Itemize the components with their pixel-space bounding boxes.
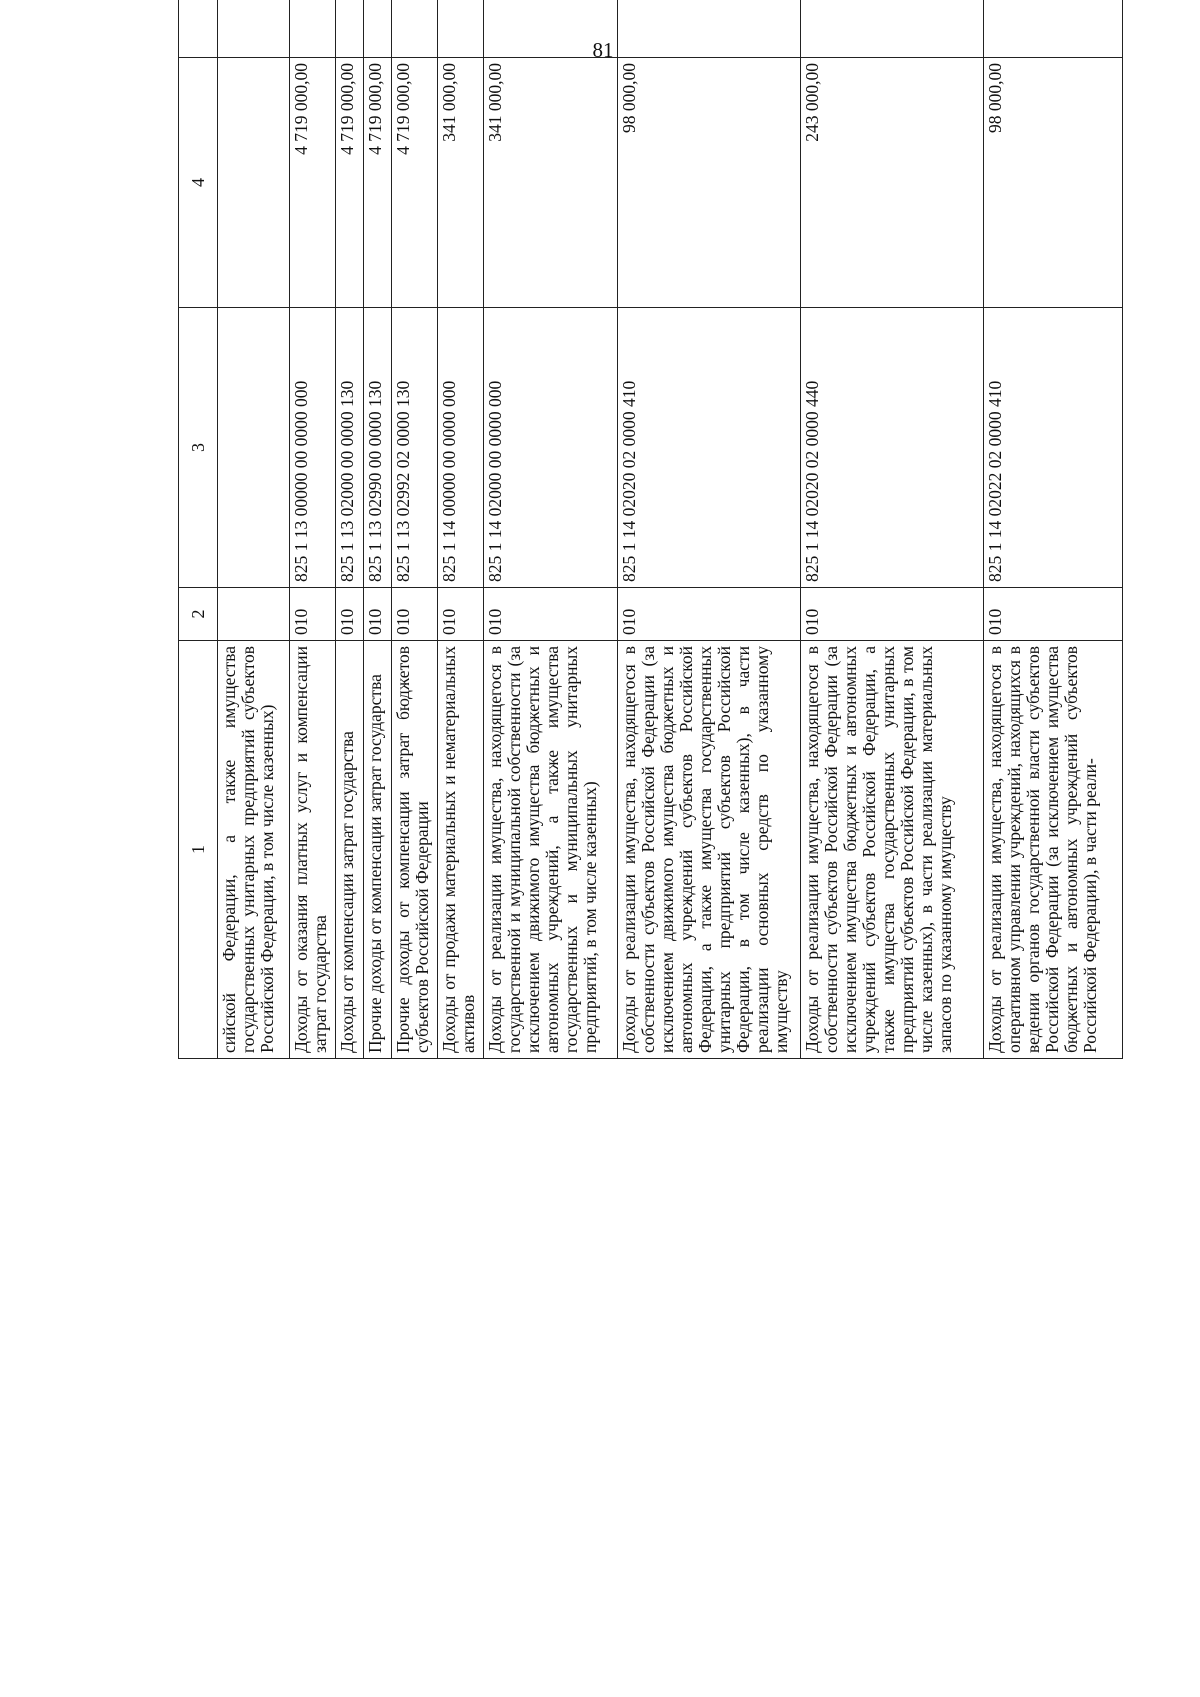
revenue-name-cell: Доходы от продажи материальных и нематериальных активов <box>438 641 484 1059</box>
line-code-cell: 010 <box>801 588 984 641</box>
budget-code-cell: 825 1 14 02000 00 0000 000 <box>484 308 618 588</box>
budget-code-cell: 825 1 14 02020 02 0000 410 <box>618 308 801 588</box>
page-number: 81 <box>592 38 614 62</box>
executed-amount-cell <box>290 0 336 58</box>
line-code-cell: 010 <box>336 588 364 641</box>
revenue-name-cell: Доходы от оказания платных услуг и компенсации затрат государства <box>290 641 336 1059</box>
approved-amount-cell: 341 000,00 <box>438 58 484 308</box>
column-number-3: 3 <box>179 308 218 588</box>
revenue-name-cell: Прочие доходы от компенсации затрат бюджетов субъектов Российской Федерации <box>392 641 438 1059</box>
column-number-5 <box>179 0 218 58</box>
table-row <box>290 0 336 1059</box>
budget-code-cell: 825 1 13 02990 00 0000 130 <box>364 308 392 588</box>
budget-code-cell: 825 1 14 02020 02 0000 440 <box>801 308 984 588</box>
executed-amount-cell <box>438 0 484 58</box>
budget-code-cell <box>218 308 290 588</box>
executed-amount-cell <box>218 0 290 58</box>
revenue-name-cell: Доходы от реализации имущества, находящегося в собственности субъектов Российской Федерации (за исключением имущества бюджетных и автономных учреждений субъектов Российской Федерации, а также имущества государственных унитарных предприятий субъектов Российской Федерации, в том числе казенных), в части реализации материальных запасов по указанному имуществу <box>801 641 984 1059</box>
executed-amount-cell <box>984 0 1123 58</box>
approved-amount-cell: 243 000,00 <box>801 58 984 308</box>
budget-code-cell: 825 1 13 02000 00 0000 130 <box>336 308 364 588</box>
budget-code-cell: 825 1 13 00000 00 0000 000 <box>290 308 336 588</box>
budget-code-cell: 825 1 14 02022 02 0000 410 <box>984 308 1123 588</box>
budget-code-cell: 825 1 14 00000 00 0000 000 <box>438 308 484 588</box>
approved-amount-cell: 4 719 000,00 <box>290 58 336 308</box>
column-number-2: 2 <box>179 588 218 641</box>
column-number-row <box>179 0 218 1059</box>
revenue-name-cell: Доходы от реализации имущества, находящегося в собственности субъектов Российской Федерации (за исключением движимого имущества бюджетных и автономных учреждений субъектов Российской Федерации, а также имущества государственных унитарных предприятий субъектов Российской Федерации, в том числе казенных), в части реализации основных средств по указанному имуществу <box>618 641 801 1059</box>
line-code-cell: 010 <box>364 588 392 641</box>
approved-amount-cell: 4 719 000,00 <box>364 58 392 308</box>
executed-amount-cell <box>392 0 438 58</box>
revenue-name-cell: сийской Федерации, а также имущества государственных унитарных предприятий субъектов Российской Федерации, в том числе казенных) <box>218 641 290 1059</box>
table-row <box>392 0 438 1059</box>
revenue-name-cell: Доходы от реализации имущества, находящегося в государственной и муниципальной собственности (за исключением движимого имущества бюджетных и автономных учреждений, а также имущества государственных и муниципальных унитарных предприятий, в том числе казенных) <box>484 641 618 1059</box>
column-number-4: 4 <box>179 58 218 308</box>
line-code-cell: 010 <box>484 588 618 641</box>
line-code-cell: 010 <box>392 588 438 641</box>
approved-amount-cell: 4 719 000,00 <box>336 58 364 308</box>
executed-amount-cell <box>618 0 801 58</box>
line-code-cell: 010 <box>984 588 1123 641</box>
table-row <box>364 0 392 1059</box>
revenue-name-cell: Прочие доходы от компенсации затрат государства <box>364 641 392 1059</box>
table-row <box>438 0 484 1059</box>
budget-code-cell: 825 1 13 02992 02 0000 130 <box>392 308 438 588</box>
rotated-table-area <box>178 63 1123 1614</box>
approved-amount-cell: 98 000,00 <box>984 58 1123 308</box>
executed-amount-cell <box>801 0 984 58</box>
line-code-cell: 010 <box>290 588 336 641</box>
table-row <box>801 0 984 1059</box>
line-code-cell: 010 <box>438 588 484 641</box>
landscape-frame <box>178 0 1123 1059</box>
executed-amount-cell <box>364 0 392 58</box>
table-row <box>218 0 290 1059</box>
table-row <box>336 0 364 1059</box>
column-number-1: 1 <box>179 641 218 1059</box>
revenue-report-table <box>178 0 1123 1059</box>
approved-amount-cell <box>218 58 290 308</box>
revenue-name-cell: Доходы от реализации имущества, находящегося в оперативном управлении учреждений, находящихся в ведении органов государственной власти субъектов Российской Федерации (за исключением имущества бюджетных и автономных учреждений субъектов Российской Федерации), в части реали- <box>984 641 1123 1059</box>
table-row <box>618 0 801 1059</box>
approved-amount-cell: 341 000,00 <box>484 58 618 308</box>
revenue-name-cell: Доходы от компенсации затрат государства <box>336 641 364 1059</box>
table-row <box>984 0 1123 1059</box>
table-row <box>484 0 618 1059</box>
approved-amount-cell: 4 719 000,00 <box>392 58 438 308</box>
executed-amount-cell <box>336 0 364 58</box>
executed-amount-cell <box>484 0 618 58</box>
approved-amount-cell: 98 000,00 <box>618 58 801 308</box>
line-code-cell <box>218 588 290 641</box>
line-code-cell: 010 <box>618 588 801 641</box>
